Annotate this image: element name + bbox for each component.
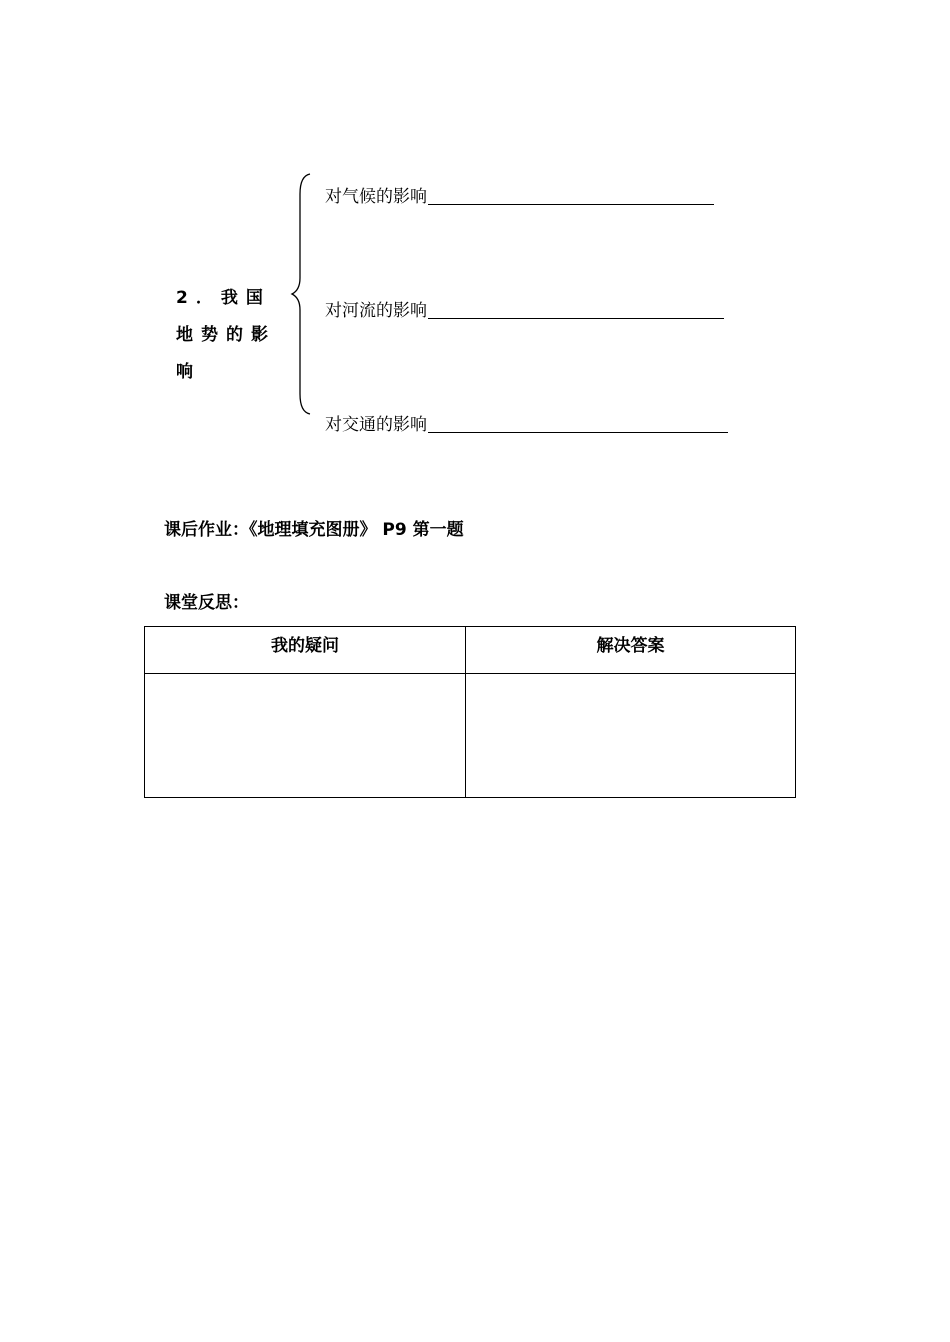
questions-cell[interactable] <box>145 674 466 798</box>
impact-climate <box>325 182 714 207</box>
reflection-table <box>144 626 796 798</box>
heading-line-3: 响 <box>176 362 201 382</box>
impact-climate-label: 对气候的影响 <box>325 187 427 207</box>
reflection-title: 课堂反思： <box>164 593 249 613</box>
curly-brace <box>290 170 320 420</box>
col-header-questions: 我的疑问 <box>145 627 466 674</box>
impact-transport-label: 对交通的影响 <box>325 415 427 435</box>
answer-blank-climate[interactable] <box>428 203 714 205</box>
heading-line-2: 地势的影 <box>176 325 276 345</box>
reflection-header-row <box>145 627 796 674</box>
impact-transport <box>325 410 728 435</box>
reflection-body-row <box>145 674 796 798</box>
impact-rivers-label: 对河流的影响 <box>325 301 427 321</box>
impact-rivers <box>325 296 724 321</box>
answers-cell[interactable] <box>466 674 796 798</box>
homework-line: 课后作业：《地理填充图册》 P9 第一题 <box>164 520 464 540</box>
answer-blank-transport[interactable] <box>428 431 728 433</box>
heading-line-1: 2．我国 <box>176 288 271 308</box>
answer-blank-rivers[interactable] <box>428 317 724 319</box>
col-header-answers: 解决答案 <box>466 627 796 674</box>
section-heading <box>176 280 276 391</box>
